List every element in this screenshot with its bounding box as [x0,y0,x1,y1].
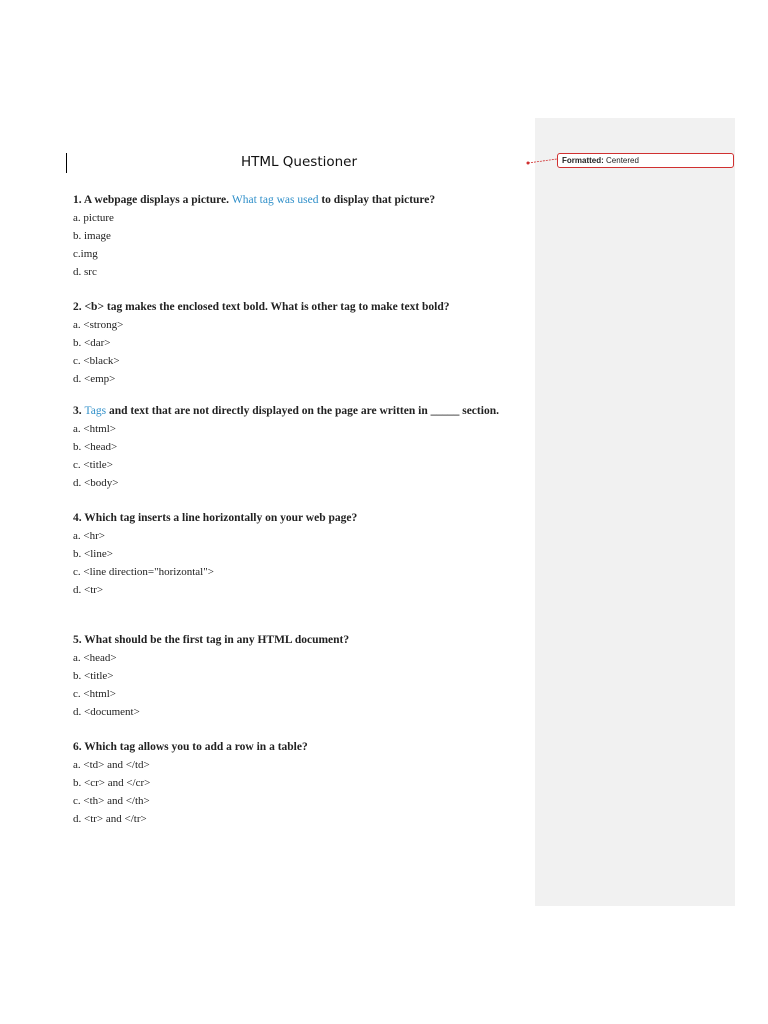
answer-option: a. <td> and </td> [73,759,150,771]
question-text [73,298,533,316]
question-text [73,191,533,209]
answer-option: c. <title> [73,459,113,471]
answer-option: c. <line direction="horizontal"> [73,566,214,578]
balloon-label: Formatted: [562,156,604,165]
question-text-part: 4. Which tag inserts a line horizontally on your web page? [73,512,358,524]
answer-option: d. <tr> [73,584,104,596]
highlighted-text: Tags [84,405,107,417]
answer-option: d. <emp> [73,373,116,385]
question-text-part: 3. [73,405,85,417]
question-text-part: and text that are not directly displayed on the page are written in _____ section. [106,405,499,417]
answer-option: b. <line> [73,548,113,560]
answer-option: c. <th> and </th> [73,795,150,807]
page-title: HTML Questioner [240,154,358,170]
question-text-part: 5. What should be the first tag in any HTML document? [73,634,350,646]
question-block-4 [73,509,533,599]
answer-option: b. <title> [73,670,114,682]
answer-option: c. <black> [73,355,120,367]
question-text [73,738,533,756]
answer-option: a. <hr> [73,530,105,542]
question-block-2 [73,298,533,388]
highlighted-text: What tag was used [231,194,319,206]
question-text [73,631,533,649]
question-text-part: 2. <b> tag makes the enclosed text bold. What is other tag to make text bold? [73,301,450,313]
question-block-5 [73,631,533,721]
question-block-6 [73,738,533,828]
question-text [73,509,533,527]
question-text-part: 1. A webpage displays a picture. [73,194,232,206]
answer-option: b. <cr> and </cr> [73,777,151,789]
answer-option: d. src [73,266,97,278]
answer-option: b. <dar> [73,337,111,349]
answer-option: a. <strong> [73,319,124,331]
answer-option: b. image [73,230,111,242]
answer-option: a. <head> [73,652,117,664]
answer-option: b. <head> [73,441,118,453]
question-block-3 [73,402,533,492]
answer-option: d. <tr> and </tr> [73,813,147,825]
question-text [73,402,533,420]
answer-option: a. picture [73,212,114,224]
question-text-part: 6. Which tag allows you to add a row in a table? [73,741,308,753]
answer-option: d. <document> [73,706,140,718]
answer-option: c. <html> [73,688,116,700]
answer-option: a. <html> [73,423,116,435]
balloon-value: Centered [606,156,639,165]
question-block-1 [73,191,533,281]
question-text-part: to display that picture? [318,194,436,206]
answer-option: c.img [73,248,98,260]
answer-option: d. <body> [73,477,119,489]
